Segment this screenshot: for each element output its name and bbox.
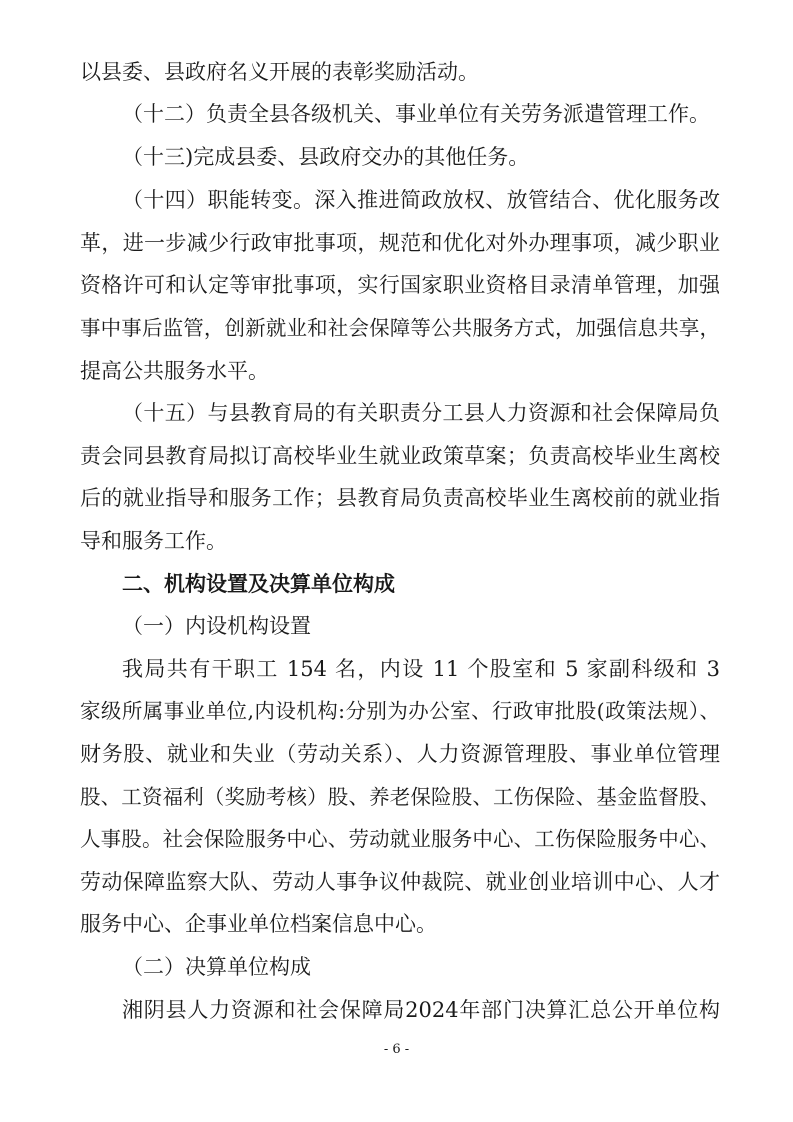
page-number: - 6 - (383, 1042, 410, 1057)
paragraph-line: 责会同县教育局拟订高校毕业生就业政策草案；负责高校毕业生离校 (80, 444, 720, 468)
paragraph-line: 导和服务工作。 (80, 529, 227, 553)
paragraph-line: 革，进一步减少行政审批事项，规范和优化对外办理事项，减少职业 (80, 231, 720, 255)
paragraph-line: 服务中心、企事业单位档案信息中心。 (80, 912, 437, 936)
subsection-heading: （二）决算单位构成 (122, 955, 311, 979)
paragraph-line: 劳动保障监察大队、劳动人事争议仲裁院、就业创业培训中心、人才 (80, 870, 720, 894)
subsection-heading: （一）内设机构设置 (122, 614, 311, 638)
paragraph-line: 后的就业指导和服务工作；县教育局负责高校毕业生离校前的就业指 (80, 486, 720, 510)
paragraph-line: 家级所属事业单位,内设机构:分别为办公室、行政审批股(政策法规）、 (80, 699, 720, 723)
paragraph-line: 湘阴县人力资源和社会保障局2024年部门决算汇总公开单位构 (122, 998, 720, 1022)
paragraph-line: 我局共有干职工 154 名，内设 11 个股室和 5 家副科级和 3 (122, 657, 720, 681)
paragraph-line: 股、工资福利（奖励考核）股、养老保险股、工伤保险、基金监督股、 (80, 785, 720, 809)
paragraph-line: 以县委、县政府名义开展的表彰奖励活动。 (80, 60, 479, 84)
paragraph-line: 财务股、就业和失业（劳动关系）、人力资源管理股、事业单位管理 (80, 742, 720, 766)
paragraph-line: 资格许可和认定等审批事项，实行国家职业资格目录清单管理，加强 (80, 273, 720, 297)
paragraph-line: 提高公共服务水平。 (80, 359, 269, 383)
paragraph-line: （十二）负责全县各级机关、事业单位有关劳务派遣管理工作。 (122, 102, 710, 126)
paragraph-line: （十三)完成县委、县政府交办的其他任务。 (122, 145, 530, 169)
paragraph-line: 事中事后监管，创新就业和社会保障等公共服务方式，加强信息共享， (80, 316, 720, 340)
section-heading: 二、机构设置及决算单位构成 (122, 572, 395, 596)
paragraph-line: （十五）与县教育局的有关职责分工县人力资源和社会保障局负 (122, 401, 720, 425)
paragraph-line: 人事股。社会保险服务中心、劳动就业服务中心、工伤保险服务中心、 (80, 827, 720, 851)
paragraph-line: （十四）职能转变。深入推进简政放权、放管结合、优化服务改 (122, 188, 720, 212)
